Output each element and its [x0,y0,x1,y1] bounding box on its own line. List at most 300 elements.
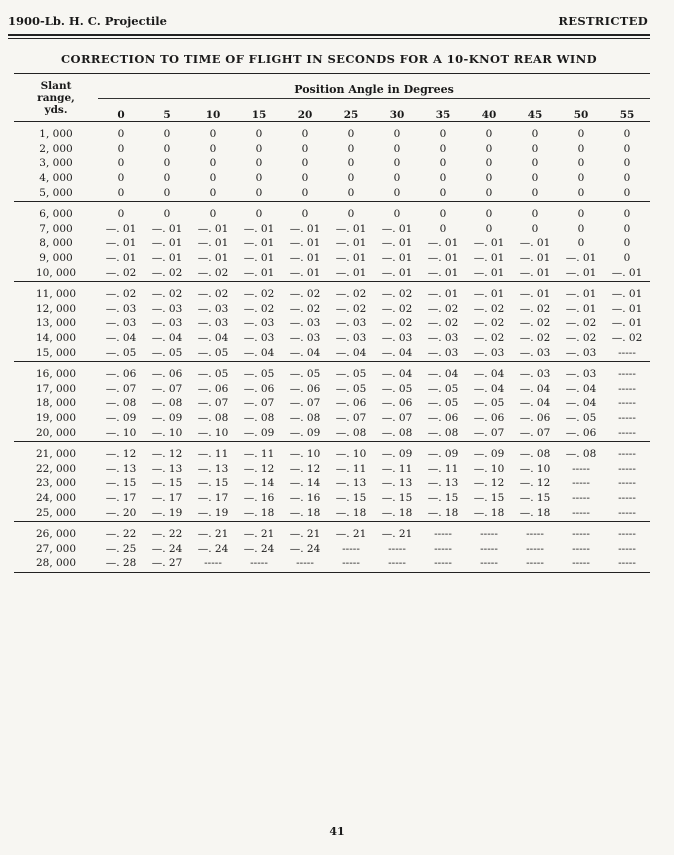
correction-value-cell: —. 22 [105,528,137,541]
table-row [14,491,650,506]
correction-value-cell: ----- [434,528,452,541]
correction-value-cell: —. 01 [105,222,137,235]
correction-value-cell: —. 21 [381,528,413,541]
correction-value-cell: 0 [531,208,539,221]
slant-range-cell: 20, 000 [14,425,98,441]
correction-value-cell: 0 [282,185,328,201]
slant-range-cell: 9, 000 [39,252,73,265]
correction-value-cell: 0 [301,142,309,155]
correction-value-cell: —. 06 [151,368,183,381]
correction-value-cell: —. 06 [243,382,275,395]
correction-value-cell: —. 01 [381,252,413,265]
table-row [14,171,650,186]
correction-value-cell: —. 01 [105,237,137,250]
correction-value-cell: 0 [623,172,631,185]
slant-range-cell: 8, 000 [39,237,73,250]
correction-value-cell: —. 10 [473,462,505,475]
correction-value-cell: —. 01 [473,288,505,301]
running-header-title: 1900-Lb. H. C. Projectile [8,14,167,28]
correction-value-cell: —. 13 [105,462,137,475]
correction-value-cell: —. 05 [335,382,367,395]
correction-value-cell: —. 04 [427,368,459,381]
correction-value-cell: —. 15 [197,477,229,490]
correction-value-cell: —. 01 [558,265,604,281]
correction-value-cell: ----- [618,382,636,395]
table-row [14,331,650,346]
correction-value-cell: —. 04 [519,397,551,410]
slant-range-cell: 14, 000 [35,332,77,345]
correction-value-cell: —. 02 [105,288,137,301]
correction-value-cell: —. 07 [105,382,137,395]
slant-range-cell: 4, 000 [39,172,73,185]
correction-value-cell: —. 03 [197,302,229,315]
correction-value-cell: —. 03 [335,332,367,345]
correction-value-cell: 0 [393,208,401,221]
table-title: CORRECTION TO TIME OF FLIGHT IN SECONDS FOR A 10-KNOT REAR WIND [61,52,597,66]
correction-value-cell: —. 13 [335,477,367,490]
correction-value-cell: —. 15 [151,477,183,490]
slant-range-cell: 10, 000 [14,265,98,281]
correction-value-cell: —. 03 [105,302,137,315]
classification-marking: RESTRICTED [558,14,648,28]
page-number: 41 [329,825,345,838]
slant-range-header [14,80,98,121]
correction-value-cell: —. 01 [381,222,413,235]
correction-value-cell: 0 [347,208,355,221]
correction-value-cell: ----- [604,505,650,521]
table-row [14,461,650,476]
correction-value-cell: —. 06 [427,411,459,424]
correction-value-cell: —. 05 [144,345,190,361]
correction-value-cell: —. 01 [236,265,282,281]
correction-value-cell: 0 [577,208,585,221]
correction-table [14,80,650,573]
correction-value-cell: —. 21 [243,528,275,541]
correction-value-cell: —. 18 [328,505,374,521]
correction-value-cell: —. 06 [105,368,137,381]
correction-value-cell: 0 [577,157,585,170]
correction-value-cell: —. 01 [466,265,512,281]
correction-value-cell: 0 [393,128,401,141]
correction-value-cell: —. 17 [151,491,183,504]
angle-header-cell: 30 [389,109,405,121]
slant-range-cell: 12, 000 [35,302,77,315]
correction-value-cell: —. 01 [565,302,597,315]
correction-value-cell: —. 03 [558,345,604,361]
slant-range-cell: 28, 000 [14,556,98,572]
slant-range-cell: 22, 000 [35,462,77,475]
angle-header-cell: 35 [435,109,451,121]
correction-value-cell: 0 [347,172,355,185]
slant-range-cell: 13, 000 [35,317,77,330]
correction-value-cell: —. 21 [289,528,321,541]
correction-value-cell: ----- [618,528,636,541]
correction-value-cell: 0 [439,222,447,235]
slant-range-cell: 17, 000 [35,382,77,395]
header-rule-thin [8,38,650,39]
table-row [14,411,650,426]
correction-value-cell: 0 [117,128,125,141]
correction-value-cell: —. 22 [151,528,183,541]
table-row [14,441,650,461]
correction-value-cell: —. 10 [519,462,551,475]
correction-value-cell: ----- [512,556,558,572]
correction-value-cell: 0 [531,142,539,155]
correction-value-cell: —. 04 [473,382,505,395]
angle-header-cell: 20 [297,109,313,121]
correction-value-cell: 0 [623,142,631,155]
correction-value-cell: —. 28 [98,556,144,572]
correction-value-cell: 0 [301,172,309,185]
angle-header-cell: 25 [343,109,359,121]
correction-value-cell: —. 04 [151,332,183,345]
correction-value-cell: —. 01 [420,265,466,281]
correction-value-cell: —. 02 [335,302,367,315]
range-group [14,361,650,441]
slant-range-cell: 6, 000 [39,208,73,221]
position-angle-header: Position Angle in Degrees [98,80,650,99]
correction-value-cell: —. 03 [105,317,137,330]
range-group [14,281,650,361]
correction-value-cell: 0 [531,222,539,235]
correction-value-cell: —. 17 [197,491,229,504]
correction-value-cell: —. 05 [243,368,275,381]
table-row [14,281,650,301]
slant-range-cell: 27, 000 [35,542,77,555]
correction-value-cell: —. 02 [427,317,459,330]
correction-value-cell: 0 [163,157,171,170]
correction-value-cell: —. 03 [243,332,275,345]
correction-value-cell: —. 16 [289,491,321,504]
correction-value-cell: —. 07 [289,397,321,410]
correction-value-cell: —. 05 [427,397,459,410]
correction-value-cell: —. 18 [466,505,512,521]
correction-value-cell: —. 21 [197,528,229,541]
correction-value-cell: —. 15 [381,491,413,504]
slant-range-cell: 5, 000 [14,185,98,201]
correction-value-cell: —. 20 [98,505,144,521]
correction-value-cell: —. 03 [289,332,321,345]
correction-value-cell: 0 [439,157,447,170]
slant-range-cell: 11, 000 [35,288,77,301]
correction-value-cell: —. 07 [243,397,275,410]
correction-value-cell: —. 01 [335,237,367,250]
correction-value-cell: 0 [117,142,125,155]
correction-value-cell: —. 12 [151,448,183,461]
correction-value-cell: —. 19 [144,505,190,521]
correction-value-cell: —. 04 [565,382,597,395]
table-row [14,521,650,541]
correction-value-cell: —. 02 [473,332,505,345]
correction-value-cell: —. 04 [197,332,229,345]
correction-value-cell: 0 [236,185,282,201]
correction-value-cell: 0 [577,222,585,235]
correction-value-cell: 0 [98,185,144,201]
correction-value-cell: —. 02 [335,288,367,301]
correction-value-cell: —. 02 [565,317,597,330]
slant-range-cell: 1, 000 [39,128,73,141]
correction-value-cell: ----- [572,477,590,490]
correction-value-cell: 0 [531,157,539,170]
correction-value-cell: —. 02 [243,288,275,301]
correction-value-cell: —. 12 [473,477,505,490]
correction-value-cell: —. 01 [105,252,137,265]
correction-value-cell: —. 15 [473,491,505,504]
correction-value-cell: —. 02 [381,317,413,330]
correction-value-cell: —. 04 [105,332,137,345]
correction-value-cell: 0 [485,172,493,185]
correction-value-cell: —. 01 [328,265,374,281]
header-rule [8,34,650,36]
angle-header-row [14,99,650,122]
correction-value-cell: 0 [623,157,631,170]
slant-range-cell: 19, 000 [35,411,77,424]
correction-value-cell: 0 [623,222,631,235]
correction-value-cell: —. 01 [565,252,597,265]
correction-value-cell: —. 01 [282,265,328,281]
slant-range-cell: 2, 000 [39,142,73,155]
correction-value-cell: —. 12 [519,477,551,490]
correction-value-cell: —. 02 [611,332,643,345]
correction-value-cell: —. 05 [98,345,144,361]
range-header-line: yds. [44,104,68,116]
slant-range-cell: 21, 000 [35,448,77,461]
correction-value-cell: 0 [328,185,374,201]
correction-value-cell: —. 08 [243,411,275,424]
correction-value-cell: ----- [466,556,512,572]
correction-value-cell: —. 06 [289,382,321,395]
table-row [14,302,650,317]
correction-value-cell: —. 09 [473,448,505,461]
correction-value-cell: ----- [282,556,328,572]
correction-value-cell: —. 07 [466,425,512,441]
correction-value-cell: —. 10 [335,448,367,461]
correction-value-cell: —. 02 [144,265,190,281]
correction-value-cell: —. 14 [243,477,275,490]
correction-value-cell: —. 10 [98,425,144,441]
correction-value-cell: 0 [439,142,447,155]
correction-value-cell: —. 05 [289,368,321,381]
slant-range-cell: 16, 000 [35,368,77,381]
correction-value-cell: —. 06 [558,425,604,441]
correction-value-cell: 0 [485,128,493,141]
range-header-line: range, [37,92,75,104]
correction-value-cell: —. 03 [151,317,183,330]
correction-value-cell: —. 02 [381,288,413,301]
correction-value-cell: —. 01 [427,288,459,301]
correction-value-cell: —. 07 [381,411,413,424]
correction-value-cell: —. 02 [473,317,505,330]
correction-value-cell: ----- [434,542,452,555]
correction-value-cell: —. 01 [611,302,643,315]
correction-value-cell: —. 01 [289,222,321,235]
correction-value-cell: —. 05 [381,382,413,395]
correction-value-cell: 0 [439,208,447,221]
correction-value-cell: 0 [347,128,355,141]
correction-value-cell: 0 [144,185,190,201]
correction-value-cell: 0 [623,252,631,265]
correction-value-cell: —. 03 [565,368,597,381]
correction-value-cell: —. 02 [473,302,505,315]
correction-value-cell: 0 [190,185,236,201]
correction-value-cell: 0 [393,157,401,170]
correction-value-cell: 0 [209,142,217,155]
correction-value-cell: —. 04 [473,368,505,381]
correction-value-cell: 0 [531,172,539,185]
correction-value-cell: —. 01 [197,252,229,265]
correction-value-cell: —. 03 [289,317,321,330]
correction-value-cell: —. 01 [289,252,321,265]
correction-value-cell: —. 02 [98,265,144,281]
correction-value-cell: 0 [439,128,447,141]
correction-value-cell: 0 [209,128,217,141]
correction-value-cell: —. 01 [519,252,551,265]
correction-value-cell: ----- [618,397,636,410]
correction-value-cell: —. 04 [381,368,413,381]
correction-value-cell: ----- [618,462,636,475]
correction-value-cell: —. 01 [151,237,183,250]
table-row [14,316,650,331]
correction-value-cell: —. 07 [512,425,558,441]
slant-range-cell: 24, 000 [35,491,77,504]
correction-value-cell: —. 09 [282,425,328,441]
correction-value-cell: —. 02 [197,288,229,301]
correction-value-cell: —. 03 [381,332,413,345]
correction-value-cell: ----- [558,556,604,572]
table-row [14,222,650,237]
correction-value-cell: —. 17 [105,491,137,504]
correction-value-cell: —. 11 [197,448,229,461]
correction-value-cell: —. 07 [335,411,367,424]
correction-value-cell: —. 03 [466,345,512,361]
correction-value-cell: 0 [255,142,263,155]
correction-value-cell: 0 [623,208,631,221]
correction-value-cell: ----- [618,491,636,504]
table-row [14,251,650,266]
correction-value-cell: —. 01 [289,237,321,250]
angle-header-cell: 50 [573,109,589,121]
correction-value-cell: —. 01 [512,265,558,281]
correction-value-cell: 0 [531,128,539,141]
correction-value-cell: —. 04 [519,382,551,395]
table-row [14,556,650,572]
correction-value-cell: —. 03 [427,332,459,345]
correction-value-cell: —. 01 [335,222,367,235]
correction-value-cell: ----- [190,556,236,572]
correction-value-cell: —. 01 [243,237,275,250]
correction-value-cell: —. 11 [335,462,367,475]
correction-value-cell: ----- [374,556,420,572]
correction-value-cell: 0 [163,172,171,185]
correction-value-cell: ----- [604,345,650,361]
table-header [14,80,650,122]
range-header-line: Slant [40,80,72,92]
correction-value-cell: —. 04 [374,345,420,361]
table-row [14,156,650,171]
correction-value-cell: —. 02 [519,317,551,330]
correction-value-cell: —. 01 [611,317,643,330]
correction-value-cell: —. 01 [565,288,597,301]
correction-value-cell: —. 09 [427,448,459,461]
correction-value-cell: —. 02 [519,302,551,315]
angle-header-cell: 10 [205,109,221,121]
slant-range-cell: 18, 000 [35,397,77,410]
correction-value-cell: ----- [388,542,406,555]
correction-value-cell: —. 08 [420,425,466,441]
correction-value-cell: 0 [163,128,171,141]
correction-value-cell: ----- [618,411,636,424]
correction-value-cell: 0 [255,208,263,221]
correction-value-cell: 0 [577,172,585,185]
angle-header-cell: 40 [481,109,497,121]
correction-value-cell: ----- [558,505,604,521]
correction-value-cell: —. 03 [243,317,275,330]
correction-value-cell: —. 02 [151,288,183,301]
correction-value-cell: —. 15 [335,491,367,504]
table-row [14,505,650,521]
correction-value-cell: —. 08 [328,425,374,441]
correction-value-cell: 0 [209,208,217,221]
correction-value-cell: —. 21 [335,528,367,541]
correction-value-cell: —. 18 [282,505,328,521]
correction-value-cell: —. 18 [374,505,420,521]
correction-value-cell: 0 [604,185,650,201]
correction-value-cell: —. 15 [519,491,551,504]
correction-value-cell: 0 [255,128,263,141]
correction-value-cell: 0 [623,128,631,141]
correction-value-cell: —. 08 [374,425,420,441]
correction-value-cell: ----- [618,368,636,381]
correction-value-cell: —. 13 [151,462,183,475]
correction-value-cell: —. 18 [420,505,466,521]
correction-value-cell: —. 03 [420,345,466,361]
correction-value-cell: 0 [485,222,493,235]
correction-value-cell: —. 02 [565,332,597,345]
table-row [14,361,650,381]
correction-value-cell: —. 05 [427,382,459,395]
table-row [14,142,650,157]
correction-value-cell: —. 01 [427,237,459,250]
correction-value-cell: —. 06 [381,397,413,410]
correction-value-cell: —. 15 [105,477,137,490]
correction-value-cell: —. 05 [565,411,597,424]
correction-value-cell: 0 [439,172,447,185]
correction-value-cell: —. 08 [105,397,137,410]
correction-value-cell: —. 12 [289,462,321,475]
correction-value-cell: ----- [604,425,650,441]
correction-value-cell: ----- [526,528,544,541]
correction-value-cell: ----- [480,528,498,541]
correction-value-cell: —. 19 [190,505,236,521]
correction-value-cell: —. 01 [427,252,459,265]
correction-value-cell: ----- [572,491,590,504]
correction-value-cell: —. 18 [236,505,282,521]
correction-value-cell: —. 27 [144,556,190,572]
correction-value-cell: 0 [393,142,401,155]
correction-value-cell: —. 01 [611,288,643,301]
correction-value-cell: ----- [572,528,590,541]
angle-header-cell: 15 [251,109,267,121]
correction-value-cell: —. 08 [289,411,321,424]
correction-value-cell: 0 [163,208,171,221]
correction-value-cell: —. 13 [427,477,459,490]
correction-value-cell: —. 06 [335,397,367,410]
correction-value-cell: 0 [301,208,309,221]
correction-value-cell: ----- [328,556,374,572]
correction-value-cell: —. 24 [151,542,183,555]
correction-value-cell: —. 05 [190,345,236,361]
correction-value-cell: 0 [117,172,125,185]
